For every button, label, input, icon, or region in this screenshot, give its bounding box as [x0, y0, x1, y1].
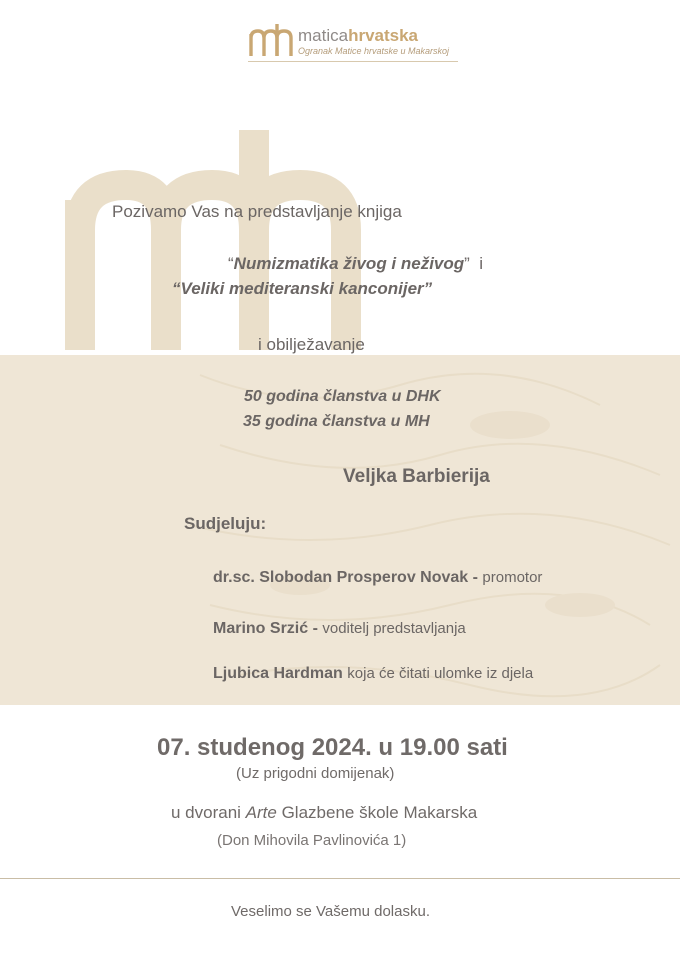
event-venue: u dvorani Arte Glazbene škole Makarska	[171, 803, 478, 822]
participant-row: Marino Srzić - voditelj predstavljanja	[213, 620, 466, 637]
footer-divider	[0, 878, 680, 879]
participants-title: Sudjeluju:	[184, 514, 267, 533]
organization-name: maticahrvatska	[298, 26, 419, 45]
event-address: (Don Mihovila Pavlinovića 1)	[217, 832, 407, 849]
marking-label: i obilježavanje	[258, 335, 365, 354]
anniversary-line: 50 godina članstva u DHK	[244, 388, 441, 405]
participant-row: dr.sc. Slobodan Prosperov Novak - promotor	[213, 569, 543, 586]
honoree-name: Veljka Barbierija	[343, 466, 490, 487]
matica-logo-mark-icon	[248, 22, 294, 58]
book-title-1: “Numizmatika živog i neživog” i	[228, 254, 484, 273]
event-datetime: 07. studenog 2024. u 19.00 sati	[157, 734, 508, 761]
closing-line: Veselimo se Vašemu dolasku.	[231, 903, 430, 920]
anniversary-line: 35 godina članstva u MH	[243, 413, 430, 430]
header-divider	[248, 61, 458, 62]
organization-subtitle: Ogranak Matice hrvatske u Makarskoj	[298, 46, 450, 56]
mh-watermark-icon	[58, 130, 378, 350]
book-title-2: “Veliki mediteranski kanconijer”	[172, 279, 433, 298]
invitation-intro: Pozivamo Vas na predstavljanje knjiga	[112, 202, 402, 221]
refreshment-note: (Uz prigodni domijenak)	[236, 765, 395, 782]
participant-row: Ljubica Hardman koja će čitati ulomke iz djela	[213, 665, 534, 682]
